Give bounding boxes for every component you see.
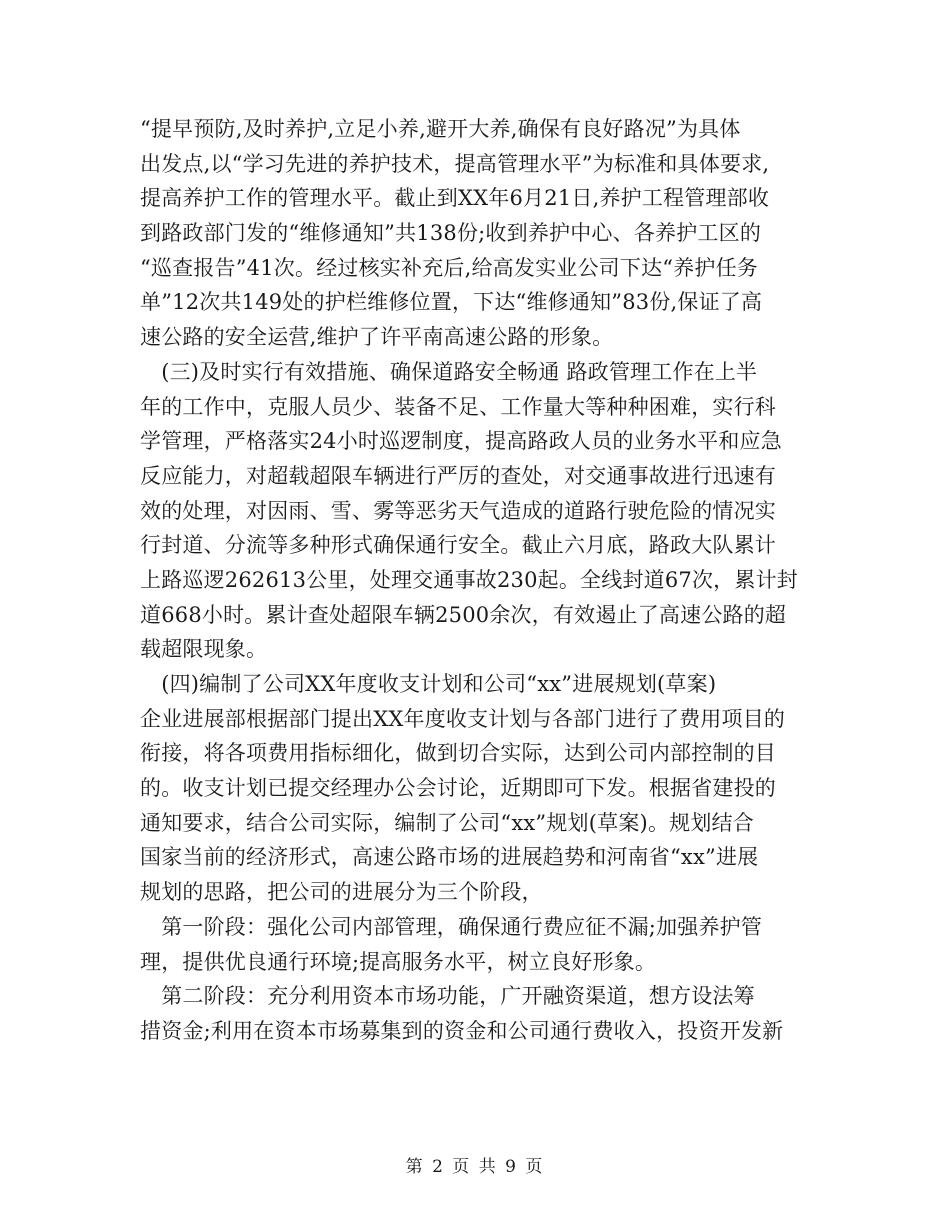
text-line: “提早预防,及时养护,立足小养,避开大养,确保有良好路况”为具体 [140, 117, 741, 141]
text-line: 出发点,以“学习先进的养护技术，提高管理水平”为标准和具体要求, [140, 151, 770, 176]
text-line: 通知要求，结合公司实际，编制了公司“xx”规划(草案)。规划结合 [140, 810, 754, 835]
text-line: 年的工作中，克服人员少、装备不足、工作量大等种种困难，实行科 [140, 394, 776, 419]
body-text [140, 112, 820, 1049]
text-line: 单”12次共149处的护栏维修位置，下达“维修通知”83份,保证了高 [140, 290, 763, 315]
text-line: 行封道、分流等多种形式确保通行安全。截止六月底，路政大队累计 [140, 533, 776, 558]
text-line: 学管理，严格落实24小时巡逻制度，提高路政人员的业务水平和应急 [140, 429, 782, 454]
text-line: 上路巡逻262613公里，处理交通事故230起。全线封道67次，累计封 [140, 567, 798, 592]
text-line: 国家当前的经济形式，高速公路市场的进展趋势和河南省“xx”进展 [140, 845, 759, 870]
text-line: 规划的思路，把公司的进展分为三个阶段， [140, 880, 543, 905]
text-line: 衔接，将各项费用指标细化，做到切合实际，达到公司内部控制的目 [140, 741, 776, 766]
page-footer: 第 2 页 共 9 页 [405, 1157, 545, 1177]
text-line: (四)编制了公司XX年度收支计划和公司“xx”进展规划(草案) [140, 672, 717, 696]
text-line: 企业进展部根据部门提出XX年度收支计划与各部门进行了费用项目的 [140, 706, 786, 731]
text-line: 的。收支计划已提交经理办公会讨论，近期即可下发。根据省建投的 [140, 776, 776, 801]
text-line: 载超限现象。 [140, 637, 268, 662]
text-line: 第二阶段：充分利用资本市场功能，广开融资渠道，想方设法筹 [140, 984, 755, 1009]
text-line: 理，提供优良通行环境;提高服务水平，树立良好形象。 [140, 949, 657, 974]
text-line: 第一阶段：强化公司内部管理，确保通行费应征不漏;加强养护管 [140, 914, 763, 939]
text-line: 到路政部门发的“维修通知”共138份;收到养护中心、各养护工区的 [140, 221, 762, 246]
text-line: 反应能力，对超载超限车辆进行严厉的查处，对交通事故进行迅速有 [140, 463, 776, 488]
text-line: 速公路的安全运营,维护了许平南高速公路的形象。 [140, 325, 614, 350]
text-line: 效的处理，对因雨、雪、雾等恶劣天气造成的道路行驶危险的情况实 [140, 498, 776, 523]
text-line: 措资金;利用在资本市场募集到的资金和公司通行费收入，投资开发新 [140, 1018, 784, 1043]
text-line: “巡查报告”41次。经过核实补充后,给高发实业公司下达“养护任务 [140, 255, 759, 280]
text-line: 提高养护工作的管理水平。截止到XX年6月21日,养护工程管理部收 [140, 186, 770, 211]
text-line: (三)及时实行有效措施、确保道路安全畅通 路政管理工作在上半 [140, 359, 758, 384]
text-line: 道668小时。累计查处超限车辆2500余次，有效遏止了高速公路的超 [140, 602, 787, 627]
